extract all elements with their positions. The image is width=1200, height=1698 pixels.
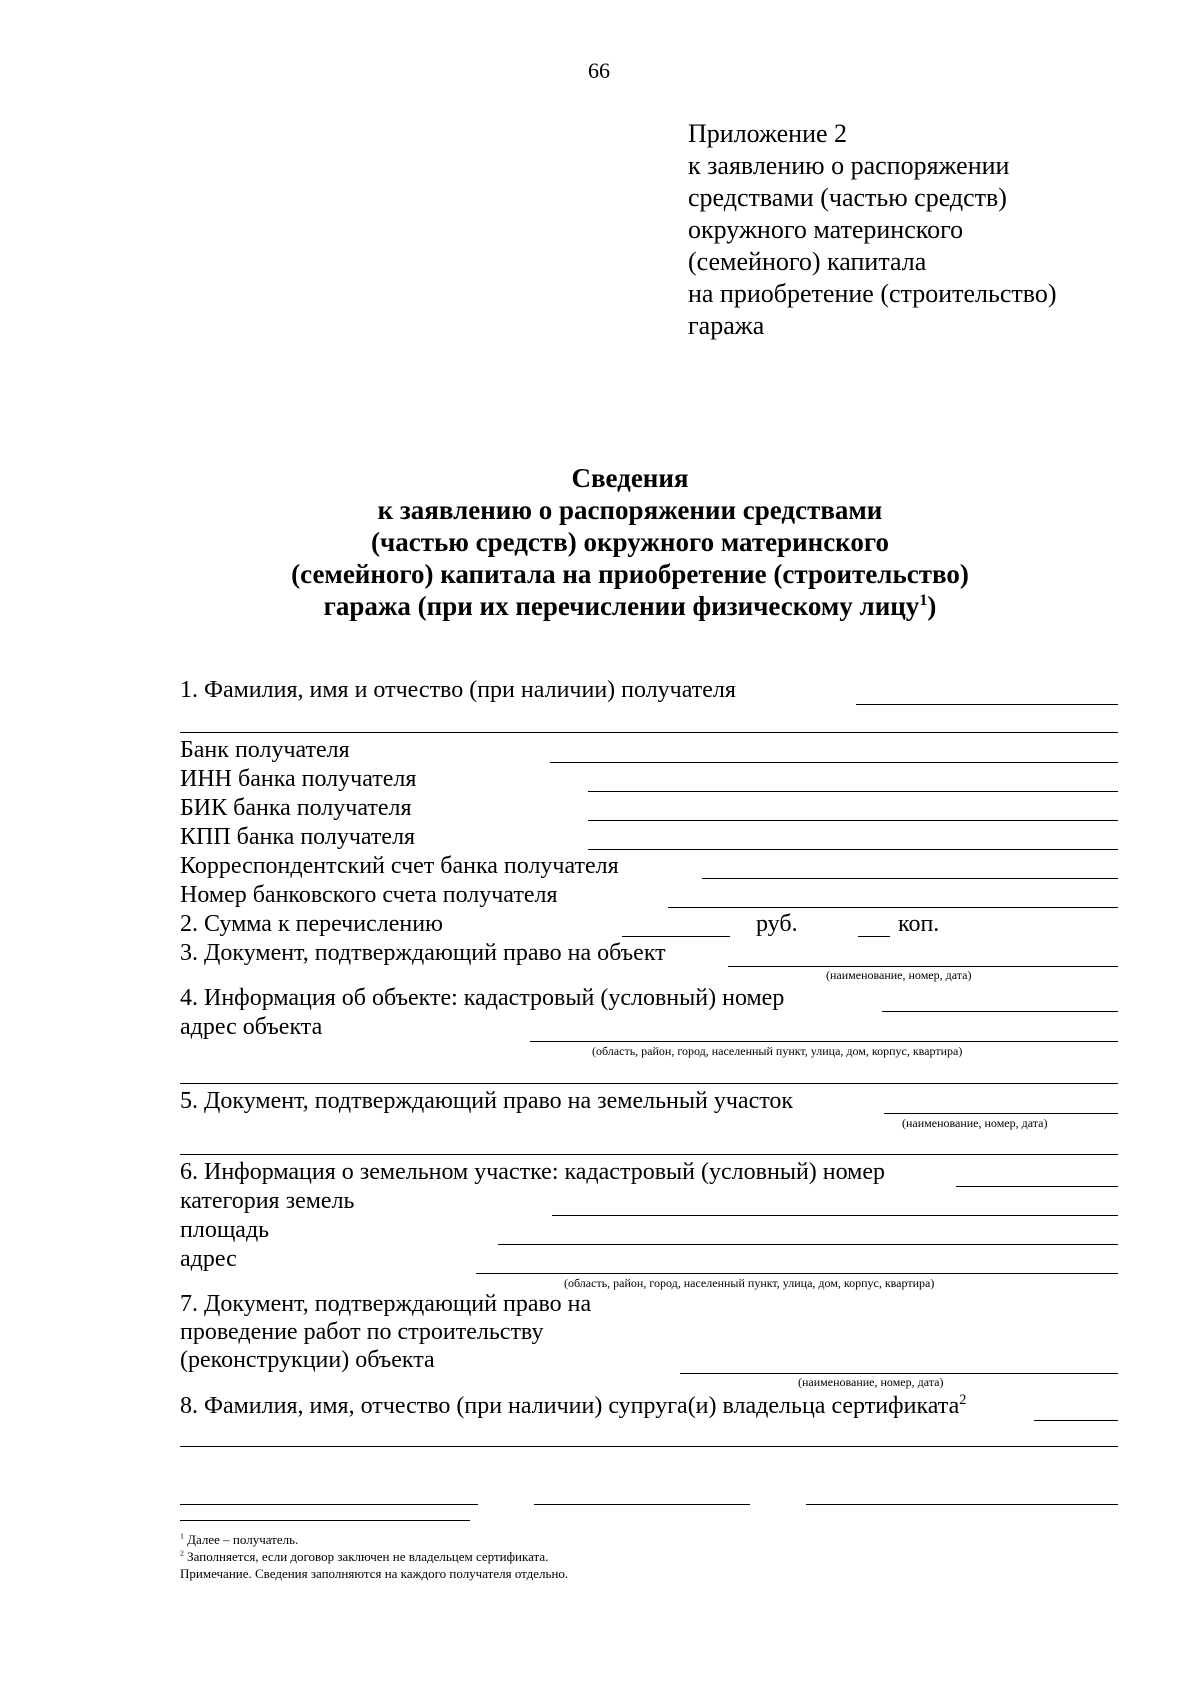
land-right-doc-line[interactable]	[884, 1113, 1118, 1114]
object-address-hint: (область, район, город, населенный пункт, улица, дом, корпус, квартира)	[592, 1044, 963, 1058]
title-line-last	[200, 590, 1060, 622]
amount-label: 2. Сумма к перечислению	[180, 911, 443, 937]
footnotes	[180, 1531, 568, 1582]
appendix-line: Приложение 2	[688, 119, 848, 148]
spouse-name-label	[180, 1392, 966, 1420]
construction-permit-line[interactable]	[680, 1373, 1118, 1374]
bank-bik-label: БИК банка получателя	[180, 795, 412, 821]
spouse-name-text: 8. Фамилия, имя, отчество (при наличии) супруга(и) владельца сертификата	[180, 1393, 960, 1419]
footnote-1	[180, 1531, 568, 1548]
spouse-name-line[interactable]	[1034, 1420, 1118, 1421]
spouse-name-line-2[interactable]	[180, 1446, 1118, 1447]
land-right-doc-line-2[interactable]	[180, 1154, 1118, 1155]
construction-permit-label-2: проведение работ по строительству	[180, 1319, 544, 1345]
land-address-label: адрес	[180, 1246, 237, 1272]
appendix-header	[688, 118, 1057, 342]
bank-bik-line[interactable]	[588, 820, 1118, 821]
footnote-mark: 1	[180, 1531, 184, 1541]
kop-label: коп.	[898, 911, 940, 937]
land-info-label: 6. Информация о земельном участке: кадастровый (условный) номер	[180, 1159, 886, 1185]
land-right-doc-label: 5. Документ, подтверждающий право на земельный участок	[180, 1088, 794, 1114]
bank-label: Банк получателя	[180, 737, 350, 763]
corr-account-line[interactable]	[702, 878, 1118, 879]
object-info-label: 4. Информация об объекте: кадастровый (условный) номер	[180, 985, 785, 1011]
land-category-label: категория земель	[180, 1188, 355, 1214]
object-right-doc-hint: (наименование, номер, дата)	[826, 968, 972, 982]
appendix-line: гаража	[688, 311, 765, 340]
bank-kpp-line[interactable]	[588, 849, 1118, 850]
object-address-line[interactable]	[530, 1041, 1118, 1042]
page-number: 66	[588, 58, 610, 83]
amount-rub-line[interactable]	[622, 936, 730, 937]
footnote-text: Далее – получатель.	[183, 1532, 299, 1547]
bank-inn-line[interactable]	[588, 791, 1118, 792]
land-address-hint: (область, район, город, населенный пункт, улица, дом, корпус, квартира)	[564, 1276, 935, 1290]
land-address-line[interactable]	[476, 1273, 1118, 1274]
construction-permit-label-1: 7. Документ, подтверждающий право на	[180, 1291, 592, 1317]
signature-line-2[interactable]	[534, 1504, 750, 1505]
appendix-line: к заявлению о распоряжении	[688, 151, 1010, 180]
land-cadastral-line[interactable]	[956, 1186, 1118, 1187]
title-line: (частью средств) окружного материнского	[371, 527, 889, 557]
land-area-label: площадь	[180, 1217, 270, 1243]
object-address-line-2[interactable]	[180, 1083, 1118, 1084]
title-line: (семейного) капитала на приобретение (строительство)	[291, 559, 969, 589]
object-address-label: адрес объекта	[180, 1014, 323, 1040]
corr-account-label: Корреспондентский счет банка получателя	[180, 853, 619, 879]
title-line: гаража (при их перечислении физическому лицу	[323, 591, 920, 621]
appendix-line: средствами (частью средств)	[688, 183, 1007, 212]
recipient-name-line-2[interactable]	[180, 732, 1118, 733]
footnote-2	[180, 1548, 568, 1565]
amount-kop-line[interactable]	[858, 936, 890, 937]
title-closing: )	[927, 591, 937, 621]
land-right-doc-hint: (наименование, номер, дата)	[902, 1116, 1048, 1130]
footnote-ref: 2	[959, 1392, 967, 1408]
appendix-line: (семейного) капитала	[688, 247, 927, 276]
rub-label: руб.	[756, 911, 798, 937]
footnote-note: Примечание. Сведения заполняются на каждого получателя отдельно.	[180, 1566, 569, 1581]
bank-inn-label: ИНН банка получателя	[180, 766, 417, 792]
title-line: Сведения	[571, 463, 689, 493]
appendix-line: на приобретение (строительство)	[688, 279, 1057, 308]
bank-kpp-label: КПП банка получателя	[180, 824, 416, 850]
footnote-mark: 2	[180, 1548, 184, 1558]
field-recipient-name-label: 1. Фамилия, имя и отчество (при наличии) получателя	[180, 677, 736, 703]
signature-line-3[interactable]	[806, 1504, 1118, 1505]
footnote-ref: 1	[919, 591, 928, 609]
construction-permit-label-3: (реконструкции) объекта	[180, 1347, 435, 1373]
title-line: к заявлению о распоряжении средствами	[377, 495, 883, 525]
footnote-separator	[180, 1520, 470, 1521]
bank-account-label: Номер банковского счета получателя	[180, 882, 558, 908]
document-title	[200, 462, 1060, 622]
footnote-text: Заполняется, если договор заключен не владельцем сертификата.	[183, 1549, 549, 1564]
land-area-line[interactable]	[498, 1244, 1118, 1245]
object-cadastral-line[interactable]	[882, 1011, 1118, 1012]
appendix-line: окружного материнского	[688, 215, 964, 244]
land-category-line[interactable]	[552, 1215, 1118, 1216]
object-right-doc-label: 3. Документ, подтверждающий право на объект	[180, 940, 666, 966]
bank-line[interactable]	[550, 762, 1118, 763]
bank-account-line[interactable]	[668, 907, 1118, 908]
construction-permit-hint: (наименование, номер, дата)	[798, 1375, 944, 1389]
object-right-doc-line[interactable]	[728, 966, 1118, 967]
signature-line-1[interactable]	[180, 1504, 478, 1505]
recipient-name-line[interactable]	[856, 704, 1118, 705]
